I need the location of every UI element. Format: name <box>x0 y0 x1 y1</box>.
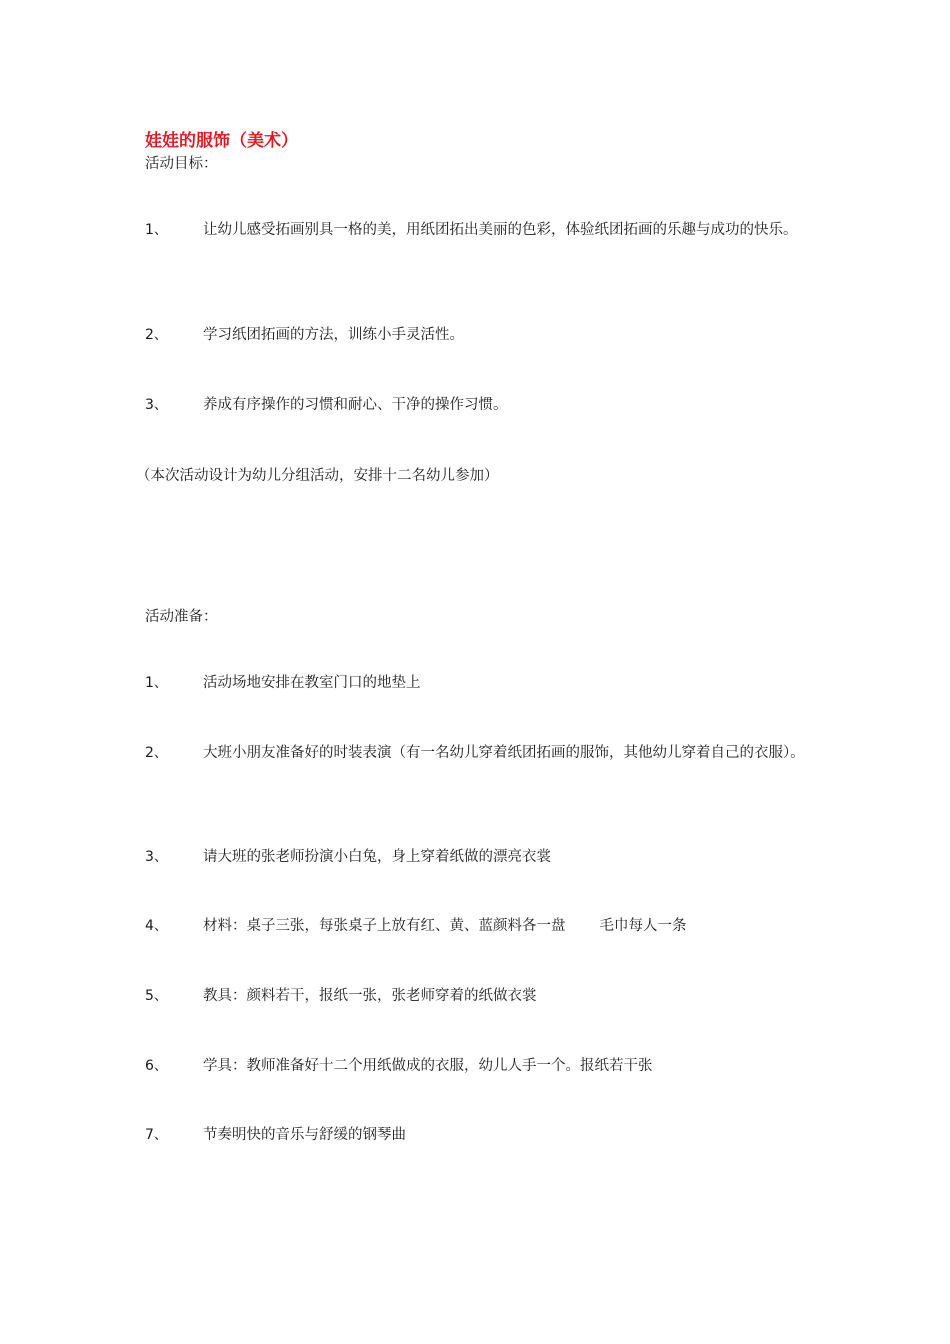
goal-item-text: 养成有序操作的习惯和耐心、干净的操作习惯。 <box>203 397 508 413</box>
prep-item-text: 请大班的张老师扮演小白兔，身上穿着纸做的漂亮衣裳 <box>203 849 551 865</box>
goal-item-number: 2、 <box>145 327 168 343</box>
goal-item-text: 学习纸团拓画的方法，训练小手灵活性。 <box>203 327 464 343</box>
document-title: 娃娃的服饰（美术） <box>145 131 298 151</box>
prep-item-text: 活动场地安排在教室门口的地垫上 <box>203 675 421 691</box>
prep-item-number: 5、 <box>145 988 168 1004</box>
prep-item-number: 3、 <box>145 849 168 865</box>
prep-item-1 <box>145 666 805 701</box>
prep-item-text: 节奏明快的音乐与舒缓的钢琴曲 <box>203 1127 406 1143</box>
prep-item-text: 大班小朋友准备好的时装表演（有一名幼儿穿着纸团拓画的服饰，其他幼儿穿着自己的衣服）。 <box>203 745 805 761</box>
prep-item-2 <box>145 736 805 771</box>
prep-item-number: 1、 <box>145 675 168 691</box>
prep-item-number: 6、 <box>145 1058 168 1074</box>
goal-item-1 <box>145 213 805 248</box>
grouping-note: （本次活动设计为幼儿分组活动，安排十二名幼儿参加） <box>136 468 499 484</box>
prep-item-text-part: 毛巾每人一条 <box>599 918 687 934</box>
prep-item-text-part: 材料：桌子三张，每张桌子上放有红、黄、蓝颜料各一盘 <box>203 918 566 934</box>
goal-item-3 <box>145 388 805 423</box>
prep-item-6 <box>145 1049 805 1084</box>
prep-item-text: 学具：教师准备好十二个用纸做成的衣服，幼儿人手一个。报纸若干张 <box>203 1058 653 1074</box>
prep-item-number: 2、 <box>145 745 168 761</box>
prep-item-3 <box>145 840 805 875</box>
goal-item-number: 1、 <box>145 222 168 238</box>
prep-item-text: 教具：颜料若干，报纸一张，张老师穿着的纸做衣裳 <box>203 988 537 1004</box>
prep-item-4 <box>145 909 805 944</box>
goal-item-number: 3、 <box>145 397 168 413</box>
goal-item-2 <box>145 318 805 353</box>
prep-heading: 活动准备： <box>145 609 218 625</box>
prep-item-5 <box>145 979 805 1014</box>
prep-item-7 <box>145 1118 805 1153</box>
prep-item-text <box>145 909 805 944</box>
goal-item-text: 让幼儿感受拓画别具一格的美，用纸团拓出美丽的色彩，体验纸团拓画的乐趣与成功的快乐。 <box>203 222 798 238</box>
prep-item-number: 7、 <box>145 1127 168 1143</box>
prep-item-number: 4、 <box>145 918 168 934</box>
goals-heading: 活动目标： <box>145 156 218 172</box>
